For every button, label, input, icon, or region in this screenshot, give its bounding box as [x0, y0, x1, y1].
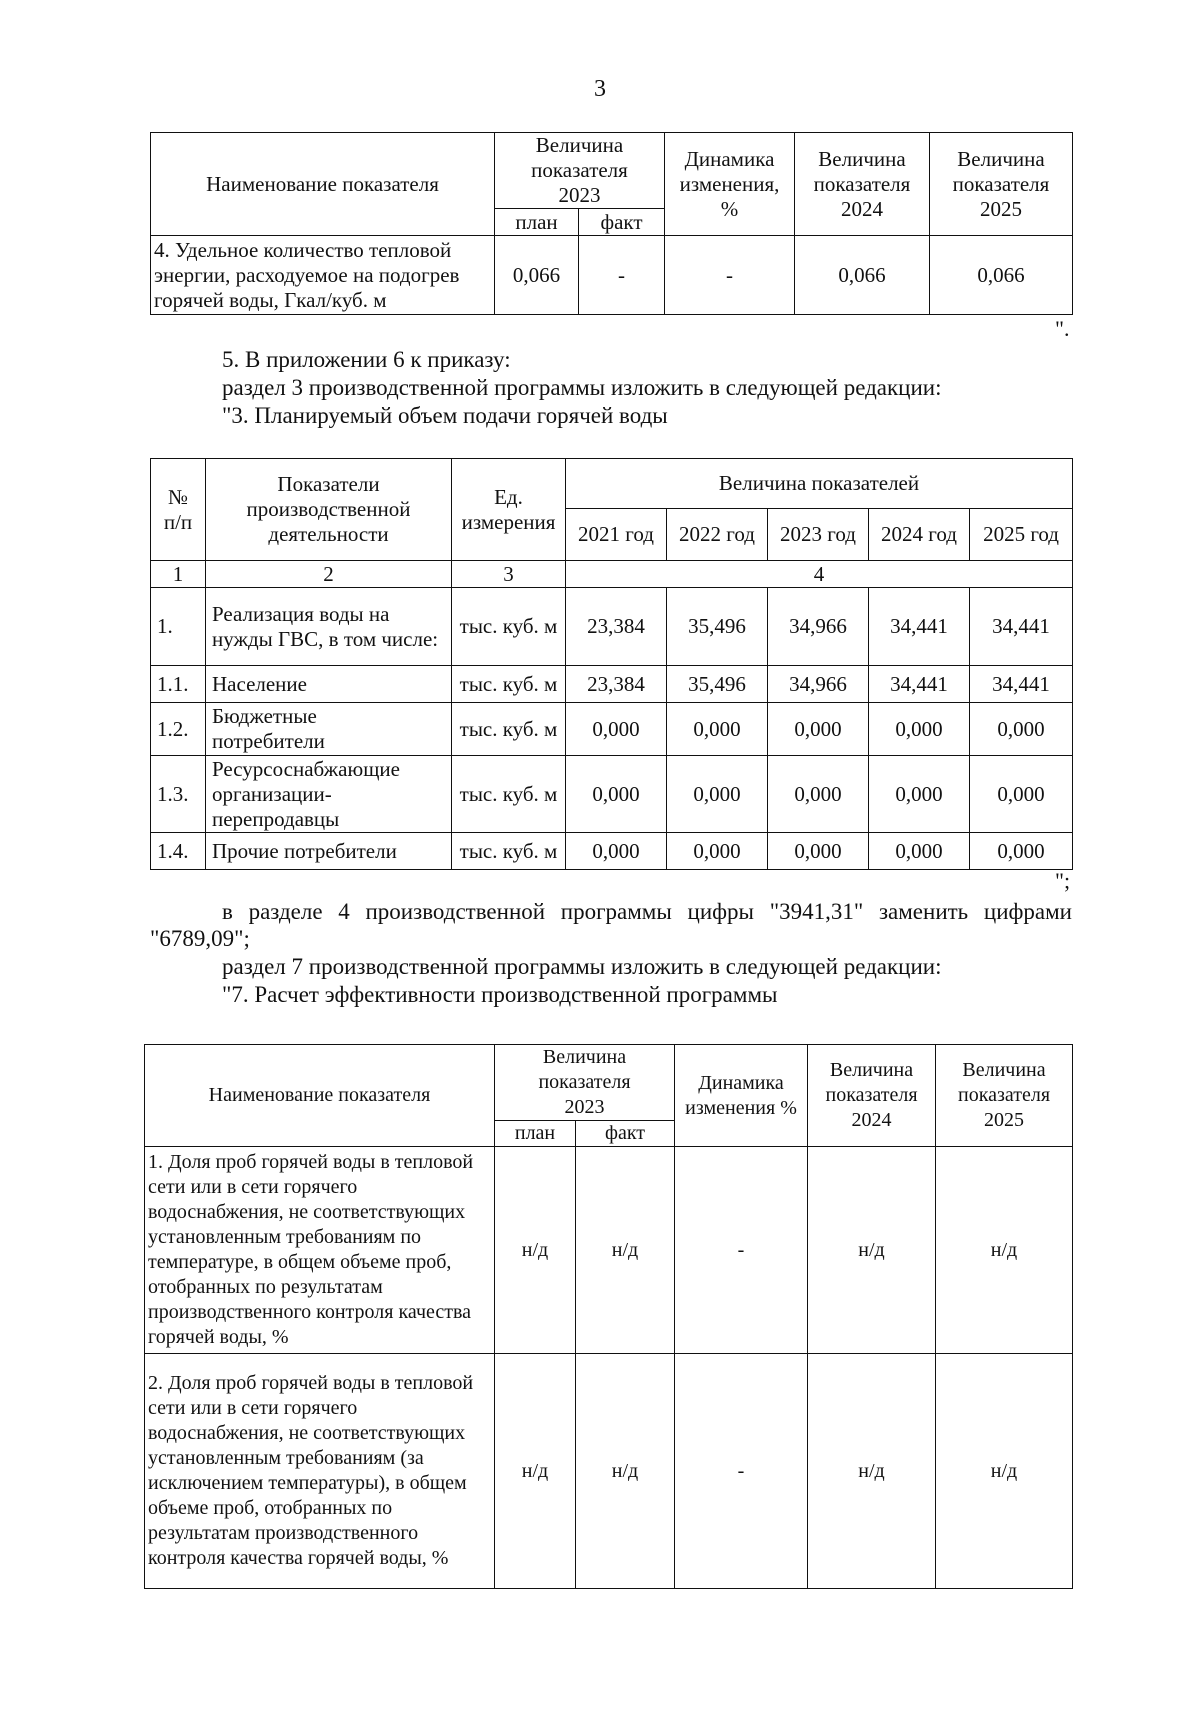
- table-row: [151, 703, 1073, 756]
- row-num: 1.4.: [151, 833, 206, 870]
- row-value: 35,496: [667, 666, 768, 703]
- row-name: Бюджетные потребители: [206, 703, 452, 756]
- row-name: Прочие потребители: [206, 833, 452, 870]
- page-number: 3: [594, 76, 606, 102]
- header-indicator-name: Наименование показателя: [151, 133, 495, 236]
- closing-quote-1: ".: [1055, 316, 1070, 341]
- row-value: 34,966: [768, 588, 869, 666]
- header-plan: план: [495, 1121, 576, 1147]
- header-year-2024: 2024 год: [869, 509, 970, 561]
- header-unit: Ед. измерения: [452, 459, 566, 561]
- cell-plan: 0,066: [495, 236, 579, 315]
- row-value: 0,000: [869, 833, 970, 870]
- cell-2025: н/д: [936, 1147, 1073, 1354]
- table-row: [151, 833, 1073, 870]
- row-unit: тыс. куб. м: [452, 703, 566, 756]
- cell-2024: 0,066: [795, 236, 930, 315]
- efficiency-table: [144, 1044, 1073, 1589]
- closing-quote-2: ";: [1055, 868, 1071, 893]
- row-value: 0,000: [667, 833, 768, 870]
- table-row: [145, 1354, 1073, 1589]
- row-name: Население: [206, 666, 452, 703]
- row-value: 0,000: [768, 833, 869, 870]
- cell-2025: 0,066: [930, 236, 1073, 315]
- row-name: 4. Удельное количество тепловой энергии, расходуемое на подогрев горячей воды, Гкал/куб. м: [151, 236, 495, 315]
- table-row: [151, 756, 1073, 833]
- colnum-3: 3: [452, 561, 566, 588]
- header-plan: план: [495, 209, 579, 236]
- header-value-2025: Величина показателя 2025: [936, 1045, 1073, 1147]
- section7-line: раздел 7 производственной программы изложить в следующей редакции:: [222, 954, 942, 979]
- row-unit: тыс. куб. м: [452, 756, 566, 833]
- row-value: 0,000: [667, 703, 768, 756]
- cell-plan: н/д: [495, 1354, 576, 1589]
- section5-line2: раздел 3 производственной программы изложить в следующей редакции:: [222, 375, 942, 400]
- header-dynamics: Динамика изменения, %: [665, 133, 795, 236]
- row-value: 0,000: [768, 756, 869, 833]
- row-value: 23,384: [566, 666, 667, 703]
- table-row: [151, 236, 1073, 315]
- row-value: 34,441: [869, 666, 970, 703]
- section5-line1: 5. В приложении 6 к приказу:: [222, 347, 511, 372]
- header-indicators: Показатели производственной деятельности: [206, 459, 452, 561]
- row-num: 1.3.: [151, 756, 206, 833]
- cell-dynamics: -: [675, 1147, 808, 1354]
- row-value: 0,000: [566, 756, 667, 833]
- row-name: 2. Доля проб горячей воды в тепловой сети или в сети горячего водоснабжения, не соответствующих установленным требованиям (за исключением температуры), в общем объеме проб, отобранных по результатам производственного контроля качества горячей воды, %: [145, 1354, 495, 1589]
- header-fact: факт: [579, 209, 665, 236]
- cell-dynamics: -: [675, 1354, 808, 1589]
- row-name: 1. Доля проб горячей воды в тепловой сети или в сети горячего водоснабжения, не соответствующих установленным требованиям по температуре, в общем объеме проб, отобранных по результатам производственного контроля качества горячей воды, %: [145, 1147, 495, 1354]
- header-values: Величина показателей: [566, 459, 1073, 509]
- section5-line3: "3. Планируемый объем подачи горячей воды: [222, 403, 668, 428]
- row-value: 0,000: [869, 756, 970, 833]
- cell-fact: н/д: [576, 1147, 675, 1354]
- row-value: 34,441: [970, 666, 1073, 703]
- section4-replace-line: в разделе 4 производственной программы цифры "3941,31" заменить цифрами "6789,09";: [150, 899, 1072, 951]
- colnum-1: 1: [151, 561, 206, 588]
- section7-title: "7. Расчет эффективности производственной программы: [222, 982, 778, 1007]
- header-value-2025: Величина показателя 2025: [930, 133, 1073, 236]
- cell-fact: н/д: [576, 1354, 675, 1589]
- header-year-2022: 2022 год: [667, 509, 768, 561]
- row-value: 0,000: [869, 703, 970, 756]
- cell-2024: н/д: [808, 1354, 936, 1589]
- header-dynamics: Динамика изменения %: [675, 1045, 808, 1147]
- row-value: 0,000: [970, 756, 1073, 833]
- row-unit: тыс. куб. м: [452, 833, 566, 870]
- row-value: 0,000: [566, 833, 667, 870]
- row-num: 1.1.: [151, 666, 206, 703]
- row-num: 1.2.: [151, 703, 206, 756]
- row-value: 0,000: [970, 833, 1073, 870]
- header-fact: факт: [576, 1121, 675, 1147]
- colnum-4: 4: [566, 561, 1073, 588]
- header-year-2023: 2023 год: [768, 509, 869, 561]
- header-num: № п/п: [151, 459, 206, 561]
- row-value: 0,000: [970, 703, 1073, 756]
- row-value: 0,000: [667, 756, 768, 833]
- header-value-2024: Величина показателя 2024: [795, 133, 930, 236]
- row-unit: тыс. куб. м: [452, 588, 566, 666]
- table-row: [151, 666, 1073, 703]
- table-row: [145, 1147, 1073, 1354]
- water-supply-table: [150, 458, 1073, 870]
- row-value: 23,384: [566, 588, 667, 666]
- header-value-2023: Величина показателя 2023: [495, 1045, 675, 1121]
- colnum-2: 2: [206, 561, 452, 588]
- cell-2025: н/д: [936, 1354, 1073, 1589]
- row-name: Ресурсоснабжающие организации-перепродавцы: [206, 756, 452, 833]
- row-unit: тыс. куб. м: [452, 666, 566, 703]
- header-year-2021: 2021 год: [566, 509, 667, 561]
- header-indicator-name: Наименование показателя: [145, 1045, 495, 1147]
- row-name: Реализация воды на нужды ГВС, в том числе:: [206, 588, 452, 666]
- row-num: 1.: [151, 588, 206, 666]
- header-year-2025: 2025 год: [970, 509, 1073, 561]
- header-value-2023: Величина показателя 2023: [495, 133, 665, 209]
- header-value-2024: Величина показателя 2024: [808, 1045, 936, 1147]
- row-value: 34,441: [869, 588, 970, 666]
- row-value: 0,000: [566, 703, 667, 756]
- row-value: 34,441: [970, 588, 1073, 666]
- cell-2024: н/д: [808, 1147, 936, 1354]
- row-value: 0,000: [768, 703, 869, 756]
- cell-plan: н/д: [495, 1147, 576, 1354]
- cell-fact: -: [579, 236, 665, 315]
- row-value: 34,966: [768, 666, 869, 703]
- cell-dynamics: -: [665, 236, 795, 315]
- row-value: 35,496: [667, 588, 768, 666]
- indicator-table-continued: [150, 132, 1073, 315]
- table-row: [151, 588, 1073, 666]
